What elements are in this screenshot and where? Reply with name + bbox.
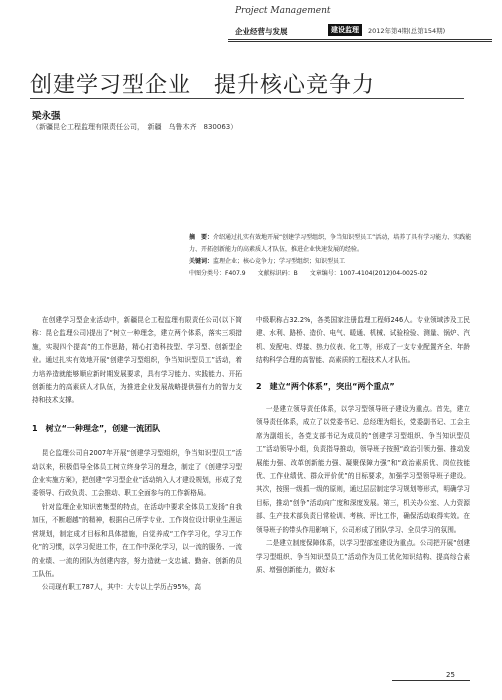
abstract-label: 摘 要： — [189, 234, 214, 241]
journal-logo: 建设监理 — [328, 24, 362, 36]
author-affiliation: （新疆昆仑工程监理有限责任公司， 新疆 乌鲁木齐 830063） — [32, 123, 238, 131]
abstract-text: 介绍通过扎实有效地开展“创建学习型组织，争当知识型员工”活动，培养了具有学习能力、实践能力、开拓创新能力的高素质人才队伍，推进企业快速发展的经验。 — [189, 234, 472, 253]
keywords — [189, 256, 477, 268]
paragraph: 公司现有职工787人，其中：大专以上学历占95%，高 — [41, 583, 202, 592]
section-label: 企业经营与发展 — [235, 27, 288, 36]
paragraph: 中级职称占32.2%，各类国家注册监理工程师246人。专业领域涉及工民建、水利、路桥、造价、电气、暖通、机械、试验检验、测量、锅炉、汽机、发配电、焊接、热力仪表、化工等，形成了一支专业配置齐全、年龄结构科学合理的高智能、高素质的工程技术人才队伍。 — [256, 316, 470, 365]
page-number: 25 — [446, 671, 455, 679]
right-column — [256, 314, 470, 577]
paragraph: 二是建立制度保障体系，以学习型部室建设为重点。公司把开展“创建学习型组织、争当知识型员工”活动作为员工优化知识结构、提高综合素质、增强创新能力，做好本 — [256, 539, 470, 574]
left-column — [32, 314, 242, 595]
keywords-text: 监理企业；核心竞争力；学习型组织；知识型员工 — [213, 258, 346, 265]
paragraph: 昆仑监理公司自2007年开展“创建学习型组织，争当知识型员工”活动以来，积极倡导全体员工树立终身学习的理念，制定了《创建学习型企业实施方案》，把创建“学习型企业”活动纳入人才建设规划，形成了党委领导、行政负责、工会推动、职工全面参与的工作新格局。 — [32, 449, 242, 498]
intro-paragraph: 在创建学习型企业活动中，新疆昆仑工程监理有限责任公司(以下简称：昆仑监理公司)提出了“树立一种理念，建立两个体系，落实三项措施，实现四个提高”的工作思路，精心打造科技型、学习型、创新型企业。通过扎实有效地开展“创建学习型组织，争当知识型员工”活动，着力培养造就能够顺应新时期发展要求，具有学习能力、实践能力、开拓创新能力的高素质人才队伍，为推进企业发展战略提供强有力的智力支持和技术支撑。 — [32, 316, 242, 405]
title-divider — [30, 98, 464, 99]
classification-line: 中图分类号：F407.9 文献标识码：B 文章编号：1007-4104(2012)04-0025-02 — [189, 270, 428, 277]
header-divider-secondary — [228, 41, 492, 42]
journal-english-title: Project Management — [235, 6, 331, 16]
section-heading-1: 1 树立“一种理念”，创建一流团队 — [32, 423, 161, 433]
paragraph: 针对监理企业知识密集型的特点，在活动中要求全体员工发扬“自我加压，不断超越”的精神，根据自己所学专业、工作岗位设计职业生涯运营规划，制定成才目标和具体措施，自觉养成“工作学习化，学习工作化”的习惯，以学习促进工作，在工作中深化学习，以一流的服务、一流的业绩、一流的团队为创建内容，努力造就一支忠诚、勤奋、创新的员工队伍。 — [32, 502, 242, 578]
footer-divider — [392, 680, 470, 681]
abstract-block — [189, 232, 477, 280]
issue-info: 2012年第4期(总第154期) — [368, 27, 446, 35]
article-title: 创建学习型企业 提升核心竞争力 — [30, 73, 376, 98]
keywords-label: 关键词： — [189, 258, 214, 265]
section-heading-2: 2 建立“两个体系”，突出“两个重点” — [256, 381, 395, 391]
author-name: 梁永强 — [32, 111, 61, 122]
paragraph: 一是建立领导责任体系，以学习型领导班子建设为重点。首先，建立领导责任体系，成立了以党委书记、总经理为组长，党委副书记、工会主席为副组长，各党支部书记为成员的“创建学习型组织、争当知识型员工”活动领导小组，负责指导推动，领导班子按照“政治引领力强、推动发展能力强、改革创新能力强、凝聚保障力强”和“政治素质优、岗位技能优、工作业绩优、群众评价优”的目标要求，加强学习型领导班子建设。其次，按照一级抓一级的原则，通过层层制定学习规划等形式，明确学习目标，推动“创争”活动向广度和深度发展。第三，机关办公室、人力资源部、生产技术部负责日常检训、考核、评比工作，确保活动取得实效。在领导班子的带头作用影响下，公司形成了团队学习、全员学习的氛围。 — [256, 405, 470, 534]
header-divider — [228, 39, 492, 40]
abstract — [189, 232, 477, 256]
